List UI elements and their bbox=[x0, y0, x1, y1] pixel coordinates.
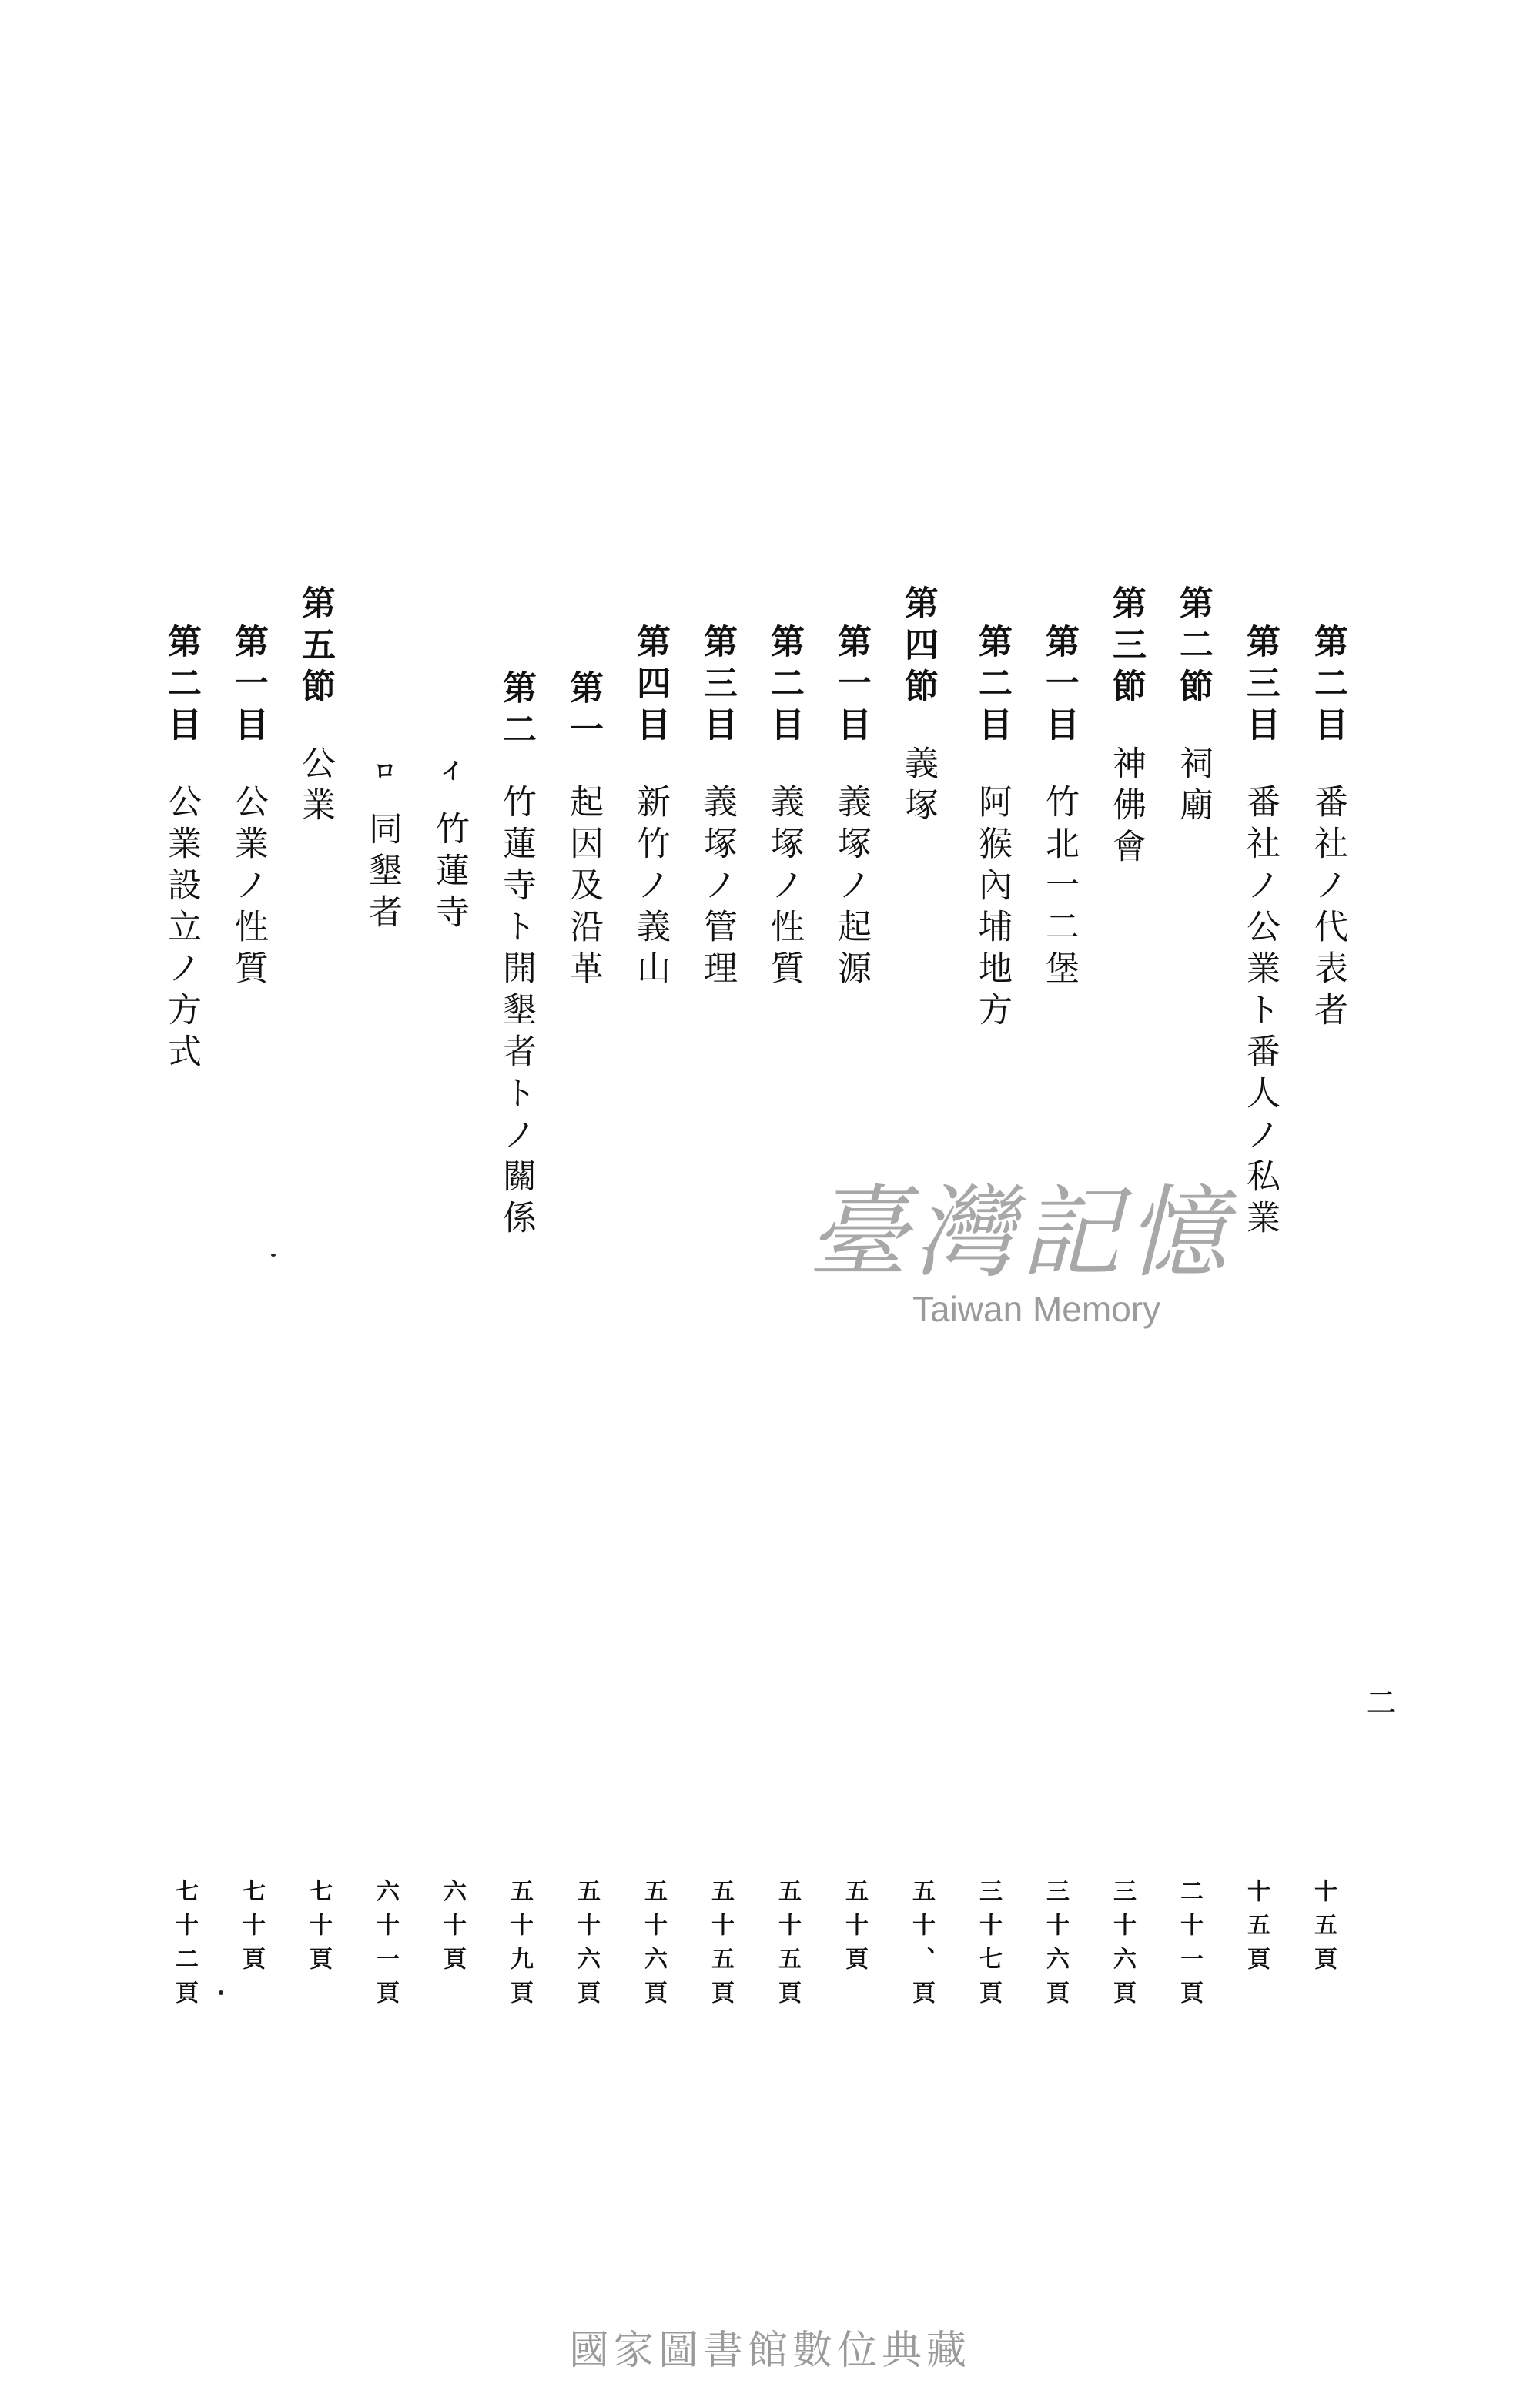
entry-label: 第二目 bbox=[765, 624, 804, 748]
entry-title: 竹蓮寺ト開墾者トノ關係 bbox=[497, 784, 536, 1241]
page-ref: 五十頁 bbox=[841, 1879, 868, 1980]
toc-entry bbox=[229, 624, 268, 992]
entry-title: 公業 bbox=[296, 745, 335, 829]
entry-title: 新竹ノ義山 bbox=[631, 784, 670, 992]
page-ref: 三十六頁 bbox=[1109, 1879, 1136, 2014]
toc-entry bbox=[162, 624, 201, 1075]
entry-label: 第一 bbox=[564, 670, 603, 753]
toc-entry bbox=[430, 758, 469, 936]
page-ref: 三十七頁 bbox=[975, 1879, 1002, 2014]
page-ref: 五十五頁 bbox=[774, 1879, 801, 2014]
entry-title: 公業ノ性質 bbox=[229, 784, 268, 992]
entry-title: 義塚ノ起源 bbox=[832, 784, 871, 992]
page-ref: 五十、頁 bbox=[908, 1879, 935, 2014]
entry-title: 起因及沿革 bbox=[564, 784, 603, 992]
toc-entry bbox=[1308, 624, 1348, 1033]
entry-label: ロ bbox=[369, 758, 396, 789]
page-ref: 五十五頁 bbox=[707, 1879, 734, 2014]
entry-title: 義塚 bbox=[899, 745, 938, 829]
page-ref: 六十頁 bbox=[439, 1879, 466, 1980]
toc-entry bbox=[564, 670, 603, 992]
entry-title: 番社ノ公業ト番人ノ私業 bbox=[1240, 784, 1280, 1241]
entry-label: 第二目 bbox=[1308, 624, 1348, 748]
toc-entry bbox=[1173, 585, 1213, 829]
page-number: 二 bbox=[1361, 1686, 1396, 1720]
toc-entry bbox=[973, 624, 1012, 1033]
entry-label: 第三目 bbox=[1240, 624, 1280, 748]
watermark-subtitle: Taiwan Memory bbox=[912, 1289, 1161, 1329]
page-ref: 七十二頁 bbox=[171, 1879, 198, 2014]
page-ref: 五十九頁 bbox=[506, 1879, 533, 2014]
watermark bbox=[758, 1174, 1282, 1363]
toc-entry bbox=[363, 758, 402, 936]
toc-entry bbox=[899, 585, 938, 829]
page-ref: 五十六頁 bbox=[573, 1879, 600, 2014]
footer-archive-label: 國家圖書館數位典藏 bbox=[568, 2328, 971, 2374]
entry-title: 竹北一二堡 bbox=[1040, 784, 1079, 992]
toc-entry bbox=[1040, 624, 1079, 992]
toc-entry bbox=[832, 624, 871, 992]
entry-label: 第二節 bbox=[1173, 585, 1213, 710]
entry-title: 公業設立ノ方式 bbox=[162, 784, 201, 1075]
page-ref: 三十六頁 bbox=[1042, 1879, 1069, 2014]
toc-entry bbox=[765, 624, 804, 992]
entry-label: イ bbox=[436, 758, 463, 789]
print-speck bbox=[271, 1254, 276, 1257]
page-ref: 十五頁 bbox=[1243, 1879, 1270, 1980]
entry-title: 神佛會 bbox=[1106, 745, 1146, 870]
page-ref: 七十頁 bbox=[305, 1879, 332, 1980]
entry-label: 第一目 bbox=[832, 624, 871, 748]
entry-label: 第一目 bbox=[1040, 624, 1079, 748]
entry-title: 義塚ノ管理 bbox=[698, 784, 737, 992]
toc-entry bbox=[296, 585, 335, 829]
page-ref: 二十一頁 bbox=[1176, 1879, 1203, 2014]
entry-label: 第二目 bbox=[162, 624, 201, 748]
page-ref: 五十六頁 bbox=[640, 1879, 667, 2014]
page-ref: 六十一頁 bbox=[372, 1879, 399, 2014]
entry-label: 第一目 bbox=[229, 624, 268, 748]
entry-label: 第二目 bbox=[973, 624, 1012, 748]
toc-entry bbox=[1240, 624, 1280, 1241]
page-ref: 十五頁 bbox=[1310, 1879, 1337, 1980]
entry-title: 番社ノ代表者 bbox=[1308, 784, 1348, 1033]
entry-label: 第五節 bbox=[296, 585, 335, 710]
toc-entry bbox=[631, 624, 670, 992]
entry-label: 第四節 bbox=[899, 585, 938, 710]
entry-title: 竹蓮寺 bbox=[430, 811, 469, 936]
watermark-logo: 臺灣記憶 bbox=[807, 1174, 1233, 1291]
entry-label: 第三節 bbox=[1106, 585, 1146, 710]
entry-label: 第三目 bbox=[698, 624, 737, 748]
entry-title: 同墾者 bbox=[363, 811, 402, 936]
entry-title: 義塚ノ性質 bbox=[765, 784, 804, 992]
toc-entry bbox=[698, 624, 737, 992]
page-ref: 七十頁 bbox=[238, 1879, 265, 1980]
print-speck bbox=[219, 1990, 223, 1995]
entry-title: 祠廟 bbox=[1173, 745, 1213, 829]
entry-title: 阿猴內埔地方 bbox=[973, 784, 1012, 1033]
entry-label: 第二 bbox=[497, 670, 536, 753]
entry-label: 第四目 bbox=[631, 624, 670, 748]
toc-entry bbox=[497, 670, 536, 1241]
toc-entry bbox=[1106, 585, 1146, 870]
